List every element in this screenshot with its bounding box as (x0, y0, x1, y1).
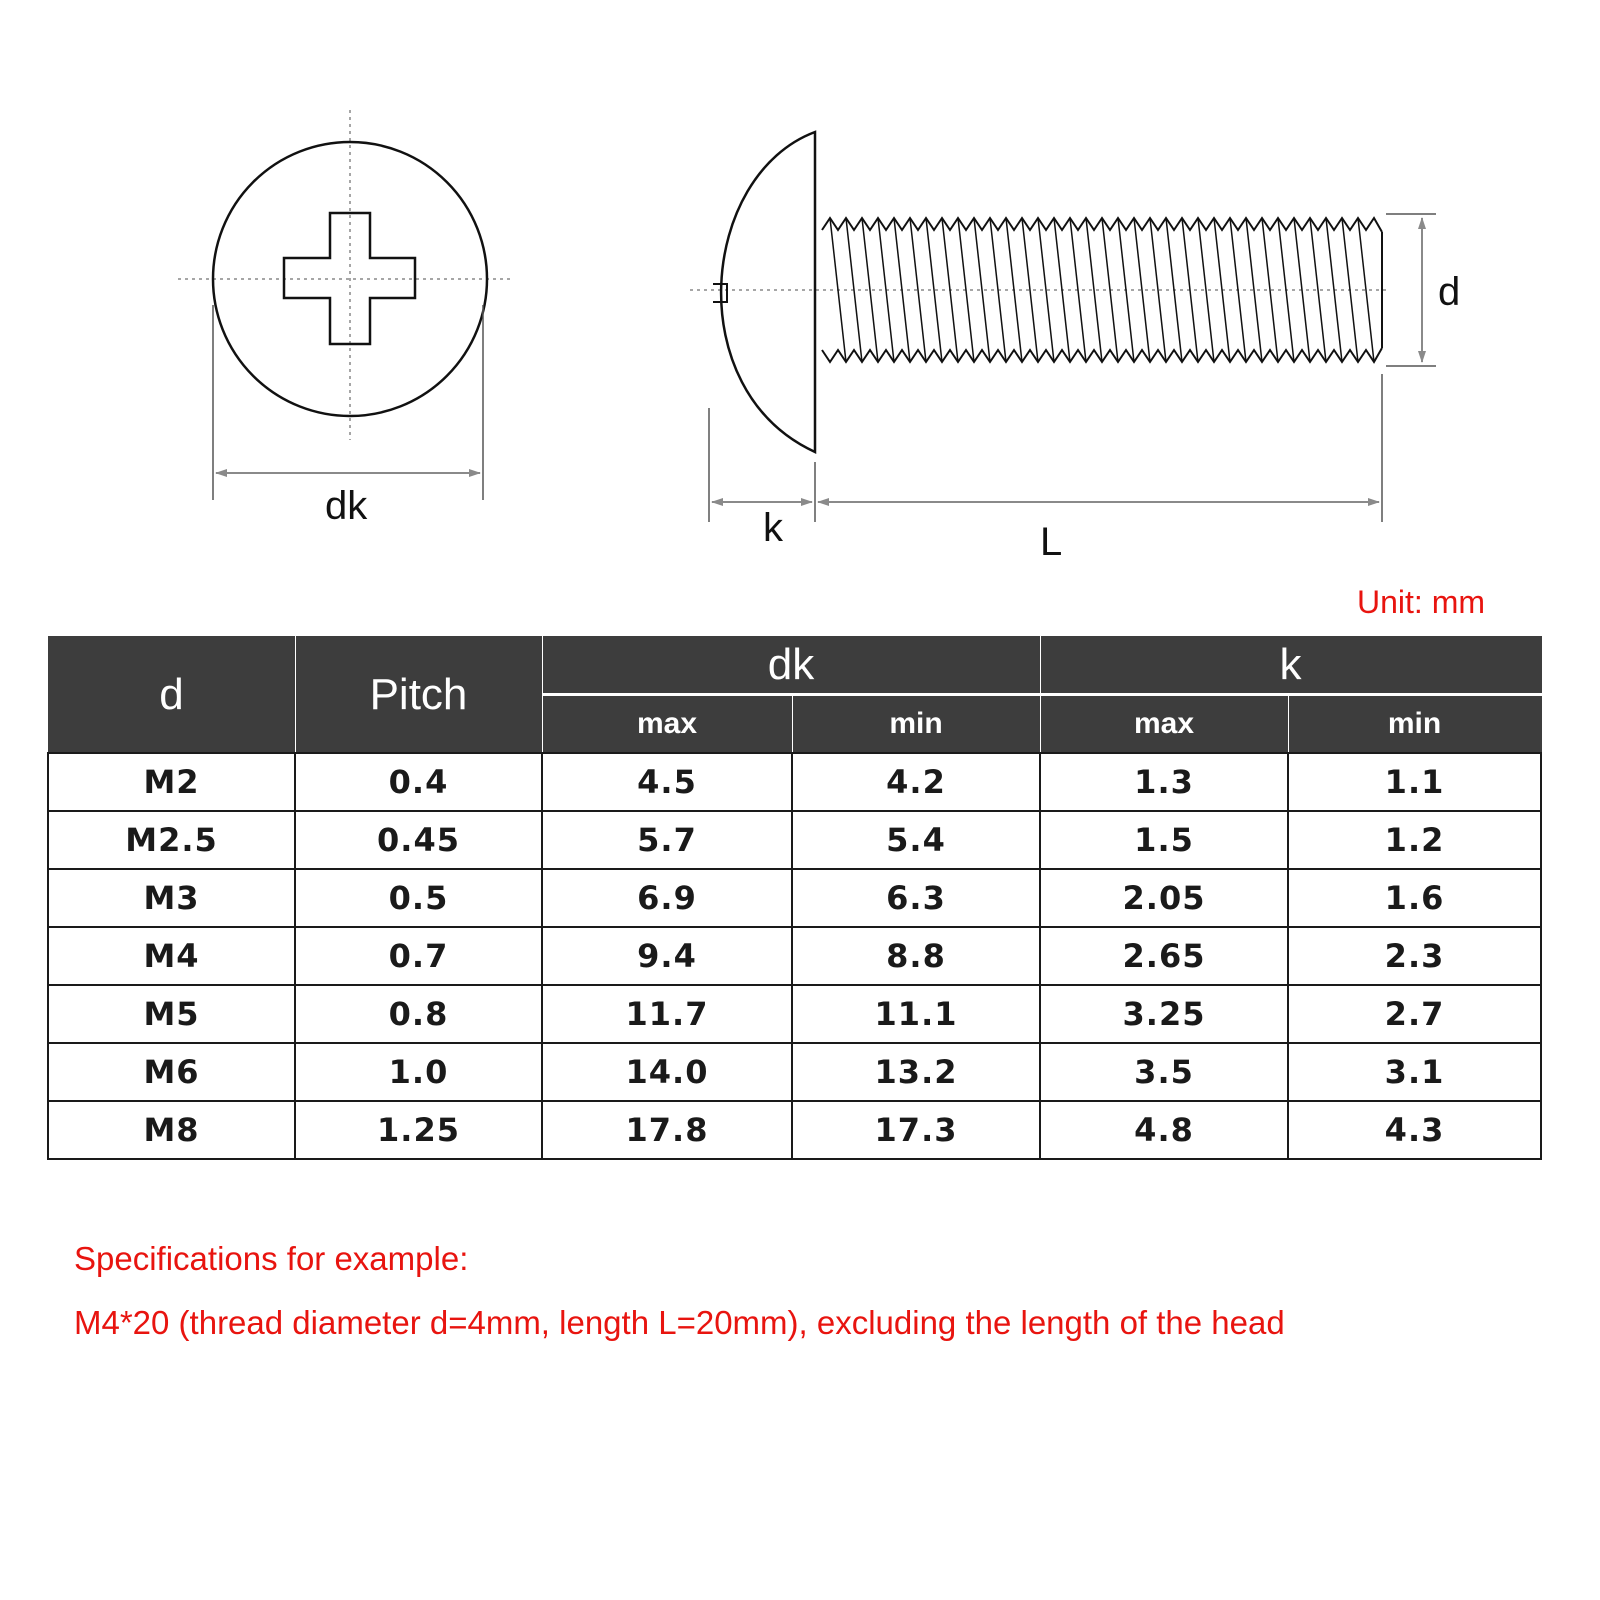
head-top-view (178, 110, 512, 500)
cell-dk-min: 6.3 (792, 869, 1040, 927)
cell-k-min: 1.1 (1288, 753, 1541, 811)
cell-d: M8 (48, 1101, 295, 1159)
header-d: d (48, 637, 295, 754)
cell-dk-max: 6.9 (542, 869, 792, 927)
cell-k-max: 2.05 (1040, 869, 1288, 927)
cell-k-min: 1.2 (1288, 811, 1541, 869)
table-row (48, 985, 1541, 1043)
cell-k-max: 2.65 (1040, 927, 1288, 985)
cell-dk-min: 11.1 (792, 985, 1040, 1043)
cell-dk-min: 4.2 (792, 753, 1040, 811)
cell-dk-max: 9.4 (542, 927, 792, 985)
header-dk: dk (542, 637, 1040, 695)
table-row (48, 1043, 1541, 1101)
header-dk-min: min (792, 695, 1040, 754)
cell-dk-min: 17.3 (792, 1101, 1040, 1159)
header-pitch: Pitch (295, 637, 542, 754)
cell-k-min: 3.1 (1288, 1043, 1541, 1101)
cell-k-min: 1.6 (1288, 869, 1541, 927)
d-dimension-label: d (1438, 270, 1461, 314)
cell-dk-min: 8.8 (792, 927, 1040, 985)
l-dimension-label: L (1040, 520, 1063, 564)
cell-k-min: 4.3 (1288, 1101, 1541, 1159)
note-example: M4*20 (thread diameter d=4mm, length L=20mm), excluding the length of the head (74, 1304, 1285, 1341)
header-dk-max: max (542, 695, 792, 754)
spec-table (47, 636, 1542, 1160)
cell-d: M5 (48, 985, 295, 1043)
cell-k-max: 3.25 (1040, 985, 1288, 1043)
cell-k-min: 2.3 (1288, 927, 1541, 985)
cell-dk-max: 11.7 (542, 985, 792, 1043)
table-row (48, 811, 1541, 869)
cell-d: M2.5 (48, 811, 295, 869)
cell-dk-max: 5.7 (542, 811, 792, 869)
table-row (48, 1101, 1541, 1159)
table-row (48, 927, 1541, 985)
cell-dk-max: 17.8 (542, 1101, 792, 1159)
k-dimension-label: k (763, 506, 783, 550)
note-heading: Specifications for example: (74, 1240, 469, 1277)
screw-drawing (0, 0, 1600, 580)
cell-k-max: 3.5 (1040, 1043, 1288, 1101)
table-row (48, 753, 1541, 811)
header-k-min: min (1288, 695, 1541, 754)
table-row (48, 869, 1541, 927)
cell-pitch: 0.5 (295, 869, 542, 927)
cell-dk-min: 5.4 (792, 811, 1040, 869)
cell-pitch: 1.0 (295, 1043, 542, 1101)
cell-d: M6 (48, 1043, 295, 1101)
cell-dk-max: 14.0 (542, 1043, 792, 1101)
cell-pitch: 0.45 (295, 811, 542, 869)
header-k: k (1040, 637, 1541, 695)
cell-k-max: 1.3 (1040, 753, 1288, 811)
cell-pitch: 1.25 (295, 1101, 542, 1159)
cell-d: M3 (48, 869, 295, 927)
cell-dk-min: 13.2 (792, 1043, 1040, 1101)
screw-side-view (690, 132, 1436, 522)
cell-pitch: 0.4 (295, 753, 542, 811)
cell-k-max: 4.8 (1040, 1101, 1288, 1159)
cell-dk-max: 4.5 (542, 753, 792, 811)
header-k-max: max (1040, 695, 1288, 754)
dk-dimension-label: dk (325, 484, 368, 528)
cell-d: M2 (48, 753, 295, 811)
cell-pitch: 0.8 (295, 985, 542, 1043)
cell-k-max: 1.5 (1040, 811, 1288, 869)
unit-label: Unit: mm (1357, 584, 1485, 620)
cell-pitch: 0.7 (295, 927, 542, 985)
cell-k-min: 2.7 (1288, 985, 1541, 1043)
cell-d: M4 (48, 927, 295, 985)
